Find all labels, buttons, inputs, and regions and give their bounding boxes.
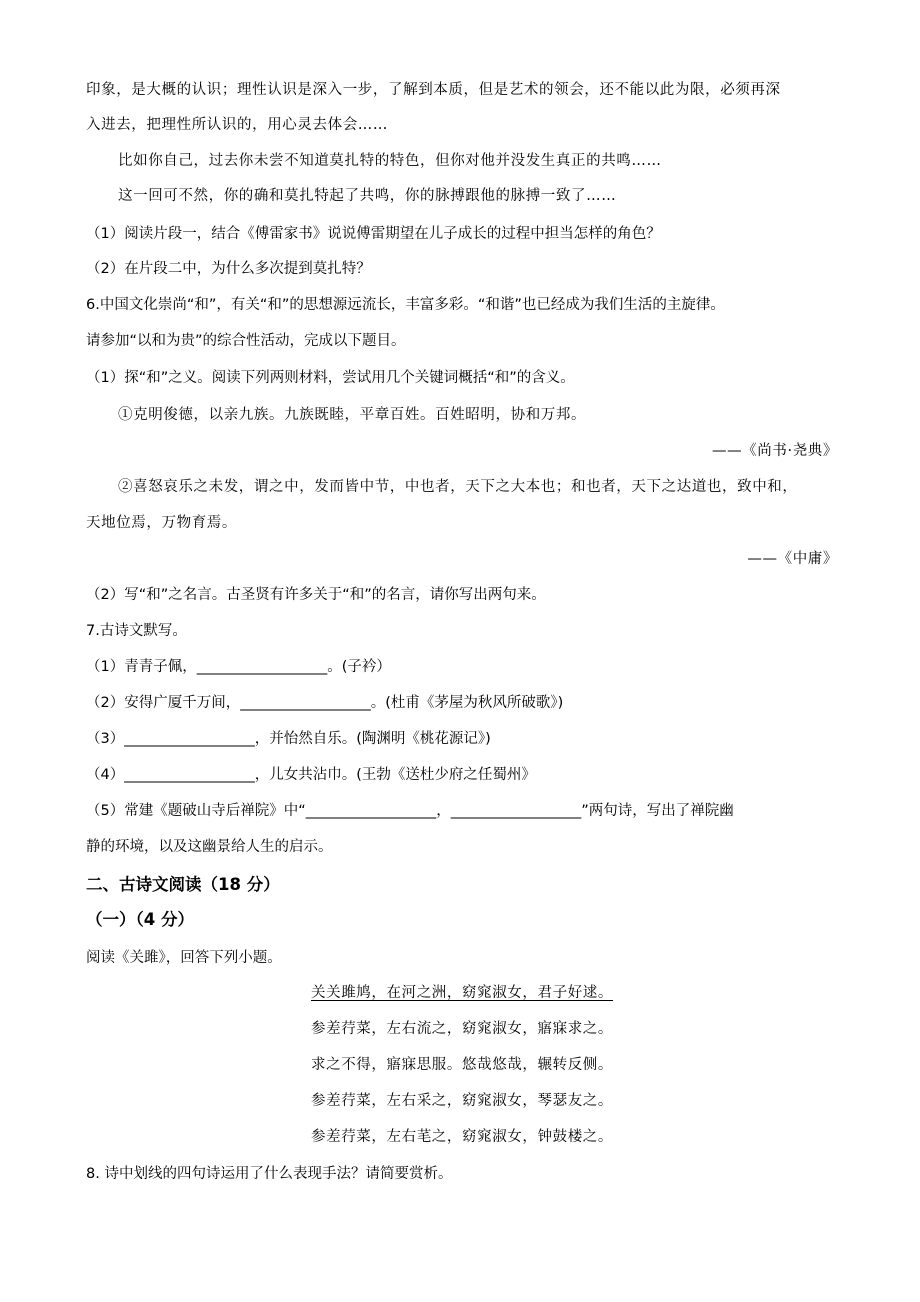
q7-sub4: （4）__________________，儿女共沾巾。(王勃《送杜少府之任蜀州》 — [86, 767, 536, 783]
q7-stem: 7.古诗文默写。 — [86, 623, 187, 639]
passage-line-4: 这一回可不然，你的确和莫扎特起了共鸣，你的脉搏跟他的脉搏一致了…… — [118, 188, 617, 204]
section-2-title: 二、古诗文阅读（18 分） — [86, 875, 280, 894]
q6-material-1: ①克明俊德，以亲九族。九族既睦，平章百姓。百姓昭明，协和万邦。 — [118, 407, 587, 423]
q7-sub5b: 静的环境，以及这幽景给人生的启示。 — [86, 839, 333, 855]
q7-sub1: （1）青青子佩，__________________。(子衿） — [86, 659, 391, 675]
q5-sub2: （2）在片段二中，为什么多次提到莫扎特？ — [86, 261, 371, 277]
section-2-intro: 阅读《关雎》，回答下列小题。 — [86, 950, 282, 966]
q6-sub2: （2）写“和”之名言。古圣贤有许多关于“和”的名言，请你写出两句来。 — [86, 587, 546, 603]
passage-line-3: 比如你自己，过去你未尝不知道莫扎特的特色，但你对他并没发生真正的共鸣…… — [118, 153, 662, 169]
section-2-part-1: （一）（4 分） — [86, 910, 194, 929]
q8-question: 8. 诗中划线的四句诗运用了什么表现手法？请简要赏析。 — [86, 1166, 453, 1182]
q7-sub2: （2）安得广厦千万间，__________________。(杜甫《茅屋为秋风所破歌》) — [86, 695, 564, 711]
poem-line-5: 参差荇菜，左右芼之，窈窕淑女，钟鼓楼之。 — [311, 1129, 613, 1145]
q6-material-2b: 天地位焉，万物育焉。 — [86, 515, 237, 531]
poem-line-4: 参差荇菜，左右采之，窈窕淑女，琴瑟友之。 — [311, 1093, 613, 1109]
poem-line-3: 求之不得，寤寐思服。悠哉悠哉，辗转反侧。 — [311, 1057, 613, 1073]
q6-stem-1: 6.中国文化崇尚“和”，有关“和”的思想源远流长，丰富多彩。“和谐”也已经成为我们生活的主旋律。 — [86, 297, 725, 313]
q6-source-2: ——《中庸》 — [747, 551, 838, 567]
q6-source-1: ——《尚书·尧典》 — [711, 443, 838, 459]
q5-sub1: （1）阅读片段一，结合《傅雷家书》说说傅雷期望在儿子成长的过程中担当怎样的角色？ — [86, 226, 661, 242]
passage-line-2: 入进去，把理性所认识的，用心灵去体会…… — [86, 117, 388, 133]
q6-material-2a: ②喜怒哀乐之未发，谓之中，发而皆中节，中也者，天下之大本也；和也者，天下之达道也，致中和， — [118, 479, 798, 495]
q6-stem-2: 请参加“以和为贵”的综合性活动，完成以下题目。 — [86, 333, 406, 349]
q7-sub5a: （5）常建《题破山寺后禅院》中“__________________，__________________”两句诗，写出了禅院幽 — [86, 803, 734, 819]
poem-line-1: 关关雎鸠，在河之洲，窈窕淑女，君子好逑。 — [311, 985, 613, 1001]
q7-sub3: （3）__________________，并怡然自乐。(陶渊明《桃花源记》) — [86, 731, 491, 747]
poem-line-2: 参差荇菜，左右流之，窈窕淑女，寤寐求之。 — [311, 1021, 613, 1037]
passage-line-1: 印象，是大概的认识；理性认识是深入一步，了解到本质，但是艺术的领会，还不能以此为限，必须再深 — [86, 82, 781, 98]
q6-sub1: （1）探“和”之义。阅读下列两则材料，尝试用几个关键词概括“和”的含义。 — [86, 370, 575, 386]
